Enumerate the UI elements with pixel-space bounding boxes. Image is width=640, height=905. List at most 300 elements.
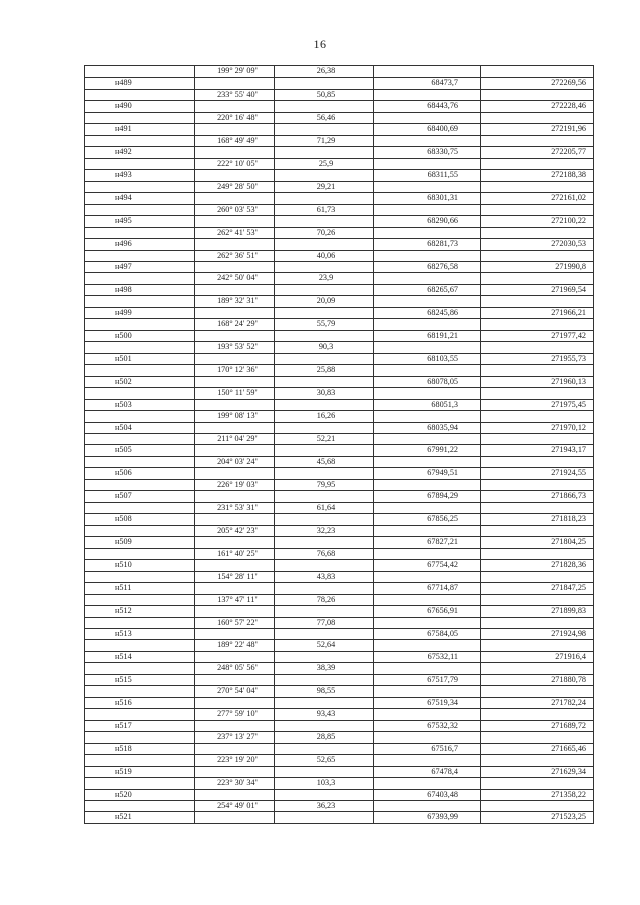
table-row [85, 662, 593, 673]
y-coordinate-cell [480, 388, 593, 398]
segment-length-cell: 52,64 [274, 640, 373, 650]
direction-angle-cell: 161° 40' 25" [194, 549, 274, 559]
point-name-cell [85, 388, 194, 398]
table-row [85, 135, 593, 146]
x-coordinate-cell: 67754,42 [373, 560, 480, 570]
y-coordinate-cell [480, 434, 593, 444]
segment-length-cell [274, 652, 373, 662]
point-name-cell [85, 549, 194, 559]
segment-length-cell: 71,29 [274, 136, 373, 146]
x-coordinate-cell: 68400,69 [373, 124, 480, 134]
point-name-cell: н495 [115, 216, 132, 226]
x-coordinate-cell [373, 273, 480, 283]
segment-length-cell: 20,09 [274, 296, 373, 306]
x-coordinate-cell [373, 457, 480, 467]
point-name-cell: н505 [115, 445, 132, 455]
point-name-cell: н503 [115, 399, 132, 409]
table-row [85, 525, 593, 536]
direction-angle-cell: 226° 19' 03" [194, 480, 274, 490]
y-coordinate-cell [480, 66, 593, 77]
segment-length-cell: 28,85 [274, 732, 373, 742]
point-name-cell: н519 [115, 766, 132, 776]
segment-length-cell: 38,39 [274, 663, 373, 673]
direction-angle-cell [194, 239, 274, 249]
x-coordinate-cell [373, 549, 480, 559]
table-row [85, 628, 593, 639]
x-coordinate-cell: 67532,32 [373, 721, 480, 731]
y-coordinate-cell [480, 663, 593, 673]
direction-angle-cell [194, 423, 274, 433]
point-name-cell [85, 503, 194, 513]
direction-angle-cell: 223° 30' 34" [194, 778, 274, 788]
direction-angle-cell [194, 124, 274, 134]
table-row [85, 387, 593, 398]
direction-angle-cell [194, 606, 274, 616]
direction-angle-cell [194, 767, 274, 777]
x-coordinate-cell [373, 411, 480, 421]
direction-angle-cell [194, 101, 274, 111]
table-row [85, 100, 593, 111]
direction-angle-cell: 193° 53' 52" [194, 342, 274, 352]
y-coordinate-cell: 271828,36 [480, 560, 593, 570]
y-coordinate-cell [480, 90, 593, 100]
table-row [85, 685, 593, 696]
segment-length-cell: 26,38 [274, 66, 373, 77]
segment-length-cell [274, 537, 373, 547]
segment-length-cell: 98,55 [274, 686, 373, 696]
y-coordinate-cell [480, 640, 593, 650]
x-coordinate-cell [373, 618, 480, 628]
y-coordinate-cell [480, 549, 593, 559]
point-name-cell: н520 [115, 789, 132, 799]
y-coordinate-cell: 271970,12 [480, 423, 593, 433]
y-coordinate-cell: 272188,38 [480, 170, 593, 180]
segment-length-cell: 77,08 [274, 618, 373, 628]
direction-angle-cell [194, 629, 274, 639]
table-row [85, 215, 593, 226]
y-coordinate-cell [480, 503, 593, 513]
direction-angle-cell: 189° 22' 48" [194, 640, 274, 650]
page-number: 16 [313, 37, 327, 51]
x-coordinate-cell: 67714,87 [373, 583, 480, 593]
x-coordinate-cell: 67991,22 [373, 445, 480, 455]
segment-length-cell [274, 308, 373, 318]
point-name-cell [85, 572, 194, 582]
point-name-cell: н518 [115, 743, 132, 753]
coordinates-table [84, 65, 594, 824]
point-name-cell: н492 [115, 147, 132, 157]
x-coordinate-cell [373, 228, 480, 238]
point-name-cell [85, 90, 194, 100]
y-coordinate-cell: 271924,98 [480, 629, 593, 639]
direction-angle-cell: 150° 11' 59" [194, 388, 274, 398]
y-coordinate-cell [480, 136, 593, 146]
direction-angle-cell [194, 147, 274, 157]
x-coordinate-cell: 67393,99 [373, 812, 480, 822]
table-row [85, 571, 593, 582]
segment-length-cell [274, 514, 373, 524]
segment-length-cell [274, 675, 373, 685]
table-row [85, 674, 593, 685]
point-name-cell [85, 182, 194, 192]
point-name-cell [85, 251, 194, 261]
direction-angle-cell: 262° 41' 53" [194, 228, 274, 238]
y-coordinate-cell [480, 182, 593, 192]
table-row [85, 536, 593, 547]
direction-angle-cell: 277° 59' 10" [194, 709, 274, 719]
point-name-cell: н517 [115, 720, 132, 730]
y-coordinate-cell [480, 319, 593, 329]
x-coordinate-cell [373, 182, 480, 192]
segment-length-cell [274, 698, 373, 708]
table-row [85, 123, 593, 134]
table-row [85, 227, 593, 238]
table-row [85, 548, 593, 559]
table-row [85, 89, 593, 100]
table-row [85, 811, 593, 822]
direction-angle-cell: 220° 16' 48" [194, 113, 274, 123]
x-coordinate-cell [373, 686, 480, 696]
direction-angle-cell: 199° 29' 09" [194, 66, 274, 77]
segment-length-cell: 36,23 [274, 801, 373, 811]
segment-length-cell [274, 377, 373, 387]
point-name-cell [85, 228, 194, 238]
table-row [85, 697, 593, 708]
segment-length-cell: 56,46 [274, 113, 373, 123]
direction-angle-cell: 262° 36' 51" [194, 251, 274, 261]
point-name-cell: н516 [115, 697, 132, 707]
segment-length-cell: 25,9 [274, 159, 373, 169]
y-coordinate-cell [480, 686, 593, 696]
x-coordinate-cell [373, 113, 480, 123]
table-row [85, 238, 593, 249]
x-coordinate-cell [373, 205, 480, 215]
table-row [85, 467, 593, 478]
point-name-cell: н514 [115, 651, 132, 661]
segment-length-cell [274, 216, 373, 226]
y-coordinate-cell [480, 480, 593, 490]
table-row [85, 800, 593, 811]
point-name-cell: н493 [115, 170, 132, 180]
table-row [85, 295, 593, 306]
segment-length-cell [274, 400, 373, 410]
y-coordinate-cell: 271966,21 [480, 308, 593, 318]
direction-angle-cell [194, 583, 274, 593]
direction-angle-cell [194, 308, 274, 318]
y-coordinate-cell: 271924,55 [480, 468, 593, 478]
table-row [85, 559, 593, 570]
direction-angle-cell: 168° 49' 49" [194, 136, 274, 146]
y-coordinate-cell: 271866,73 [480, 491, 593, 501]
y-coordinate-cell: 271358,22 [480, 790, 593, 800]
segment-length-cell [274, 354, 373, 364]
segment-length-cell: 55,79 [274, 319, 373, 329]
segment-length-cell: 32,23 [274, 526, 373, 536]
segment-length-cell [274, 262, 373, 272]
segment-length-cell: 70,26 [274, 228, 373, 238]
table-row [85, 284, 593, 295]
y-coordinate-cell [480, 732, 593, 742]
direction-angle-cell: 254° 49' 01" [194, 801, 274, 811]
y-coordinate-cell: 271804,25 [480, 537, 593, 547]
x-coordinate-cell: 68311,55 [373, 170, 480, 180]
segment-length-cell: 76,68 [274, 549, 373, 559]
y-coordinate-cell: 271969,54 [480, 285, 593, 295]
y-coordinate-cell: 272191,96 [480, 124, 593, 134]
point-name-cell [85, 113, 194, 123]
y-coordinate-cell: 271943,17 [480, 445, 593, 455]
point-name-cell: н499 [115, 307, 132, 317]
y-coordinate-cell: 271665,46 [480, 744, 593, 754]
segment-length-cell [274, 101, 373, 111]
segment-length-cell: 52,21 [274, 434, 373, 444]
x-coordinate-cell: 67656,91 [373, 606, 480, 616]
y-coordinate-cell [480, 296, 593, 306]
segment-length-cell: 25,88 [274, 365, 373, 375]
point-name-cell: н515 [115, 674, 132, 684]
y-coordinate-cell [480, 457, 593, 467]
segment-length-cell [274, 606, 373, 616]
point-name-cell: н513 [115, 628, 132, 638]
y-coordinate-cell: 271990,8 [480, 262, 593, 272]
segment-length-cell [274, 170, 373, 180]
x-coordinate-cell: 67584,05 [373, 629, 480, 639]
direction-angle-cell [194, 468, 274, 478]
y-coordinate-cell: 271847,25 [480, 583, 593, 593]
table-row [85, 639, 593, 650]
direction-angle-cell: 137° 47' 11" [194, 595, 274, 605]
y-coordinate-cell [480, 778, 593, 788]
x-coordinate-cell [373, 319, 480, 329]
point-name-cell [85, 618, 194, 628]
point-name-cell: н509 [115, 537, 132, 547]
x-coordinate-cell: 67532,11 [373, 652, 480, 662]
x-coordinate-cell: 67894,29 [373, 491, 480, 501]
y-coordinate-cell [480, 273, 593, 283]
table-row [85, 594, 593, 605]
x-coordinate-cell: 68473,7 [373, 78, 480, 88]
x-coordinate-cell: 68265,67 [373, 285, 480, 295]
segment-length-cell [274, 812, 373, 822]
segment-length-cell [274, 790, 373, 800]
segment-length-cell [274, 124, 373, 134]
point-name-cell: н521 [115, 812, 132, 822]
direction-angle-cell [194, 377, 274, 387]
point-name-cell [85, 663, 194, 673]
direction-angle-cell: 231° 53' 31" [194, 503, 274, 513]
direction-angle-cell [194, 652, 274, 662]
x-coordinate-cell: 67856,25 [373, 514, 480, 524]
direction-angle-cell: 154° 28' 11" [194, 572, 274, 582]
segment-length-cell: 90,3 [274, 342, 373, 352]
x-coordinate-cell: 68301,31 [373, 193, 480, 203]
y-coordinate-cell [480, 228, 593, 238]
segment-length-cell [274, 78, 373, 88]
y-coordinate-cell: 271523,25 [480, 812, 593, 822]
x-coordinate-cell [373, 434, 480, 444]
y-coordinate-cell: 271977,42 [480, 331, 593, 341]
x-coordinate-cell [373, 755, 480, 765]
point-name-cell: н510 [115, 560, 132, 570]
y-coordinate-cell [480, 205, 593, 215]
table-row [85, 158, 593, 169]
direction-angle-cell: 204° 03' 24" [194, 457, 274, 467]
x-coordinate-cell [373, 709, 480, 719]
y-coordinate-cell: 271782,24 [480, 698, 593, 708]
table-row [85, 330, 593, 341]
direction-angle-cell [194, 170, 274, 180]
segment-length-cell: 93,43 [274, 709, 373, 719]
y-coordinate-cell: 272100,22 [480, 216, 593, 226]
table-row [85, 444, 593, 455]
segment-length-cell: 43,83 [274, 572, 373, 582]
point-name-cell [85, 136, 194, 146]
x-coordinate-cell: 68078,05 [373, 377, 480, 387]
point-name-cell [85, 66, 194, 77]
point-name-cell [85, 640, 194, 650]
y-coordinate-cell: 271899,83 [480, 606, 593, 616]
x-coordinate-cell: 67517,79 [373, 675, 480, 685]
point-name-cell [85, 778, 194, 788]
segment-length-cell: 78,26 [274, 595, 373, 605]
segment-length-cell [274, 491, 373, 501]
segment-length-cell [274, 629, 373, 639]
point-name-cell [85, 801, 194, 811]
direction-angle-cell [194, 537, 274, 547]
segment-length-cell [274, 721, 373, 731]
point-name-cell [85, 273, 194, 283]
point-name-cell: н491 [115, 124, 132, 134]
table-row [85, 731, 593, 742]
segment-length-cell [274, 445, 373, 455]
table-row [85, 422, 593, 433]
direction-angle-cell: 248° 05' 56" [194, 663, 274, 673]
segment-length-cell [274, 583, 373, 593]
table-row [85, 456, 593, 467]
x-coordinate-cell [373, 159, 480, 169]
x-coordinate-cell [373, 365, 480, 375]
point-name-cell [85, 686, 194, 696]
y-coordinate-cell [480, 365, 593, 375]
segment-length-cell: 61,73 [274, 205, 373, 215]
point-name-cell [85, 342, 194, 352]
direction-angle-cell [194, 216, 274, 226]
point-name-cell: н512 [115, 606, 132, 616]
x-coordinate-cell: 68443,76 [373, 101, 480, 111]
x-coordinate-cell [373, 251, 480, 261]
segment-length-cell [274, 147, 373, 157]
y-coordinate-cell: 271880,78 [480, 675, 593, 685]
direction-angle-cell [194, 812, 274, 822]
x-coordinate-cell [373, 136, 480, 146]
segment-length-cell: 50,85 [274, 90, 373, 100]
table-row [85, 754, 593, 765]
point-name-cell [85, 205, 194, 215]
table-row [85, 364, 593, 375]
x-coordinate-cell [373, 503, 480, 513]
y-coordinate-cell [480, 251, 593, 261]
direction-angle-cell: 160° 57' 22" [194, 618, 274, 628]
direction-angle-cell: 170° 12' 36" [194, 365, 274, 375]
y-coordinate-cell: 272228,46 [480, 101, 593, 111]
point-name-cell: н508 [115, 514, 132, 524]
table-row [85, 399, 593, 410]
x-coordinate-cell [373, 663, 480, 673]
segment-length-cell [274, 331, 373, 341]
point-name-cell [85, 457, 194, 467]
x-coordinate-cell: 68191,21 [373, 331, 480, 341]
direction-angle-cell [194, 514, 274, 524]
table-row [85, 250, 593, 261]
point-name-cell: н489 [115, 78, 132, 88]
direction-angle-cell [194, 354, 274, 364]
table-row [85, 410, 593, 421]
table-row [85, 181, 593, 192]
table-row [85, 777, 593, 788]
y-coordinate-cell [480, 595, 593, 605]
x-coordinate-cell [373, 342, 480, 352]
x-coordinate-cell [373, 732, 480, 742]
segment-length-cell: 79,95 [274, 480, 373, 490]
x-coordinate-cell: 67478,4 [373, 767, 480, 777]
x-coordinate-cell [373, 595, 480, 605]
point-name-cell [85, 159, 194, 169]
direction-angle-cell: 260° 03' 53" [194, 205, 274, 215]
point-name-cell: н506 [115, 468, 132, 478]
y-coordinate-cell: 271818,23 [480, 514, 593, 524]
point-name-cell [85, 595, 194, 605]
segment-length-cell: 16,26 [274, 411, 373, 421]
point-name-cell [85, 732, 194, 742]
y-coordinate-cell: 271955,73 [480, 354, 593, 364]
x-coordinate-cell [373, 572, 480, 582]
x-coordinate-cell [373, 90, 480, 100]
segment-length-cell: 40,06 [274, 251, 373, 261]
point-name-cell: н498 [115, 284, 132, 294]
segment-length-cell [274, 767, 373, 777]
table-row [85, 77, 593, 88]
direction-angle-cell: 242° 50' 04" [194, 273, 274, 283]
point-name-cell [85, 755, 194, 765]
point-name-cell: н511 [115, 583, 132, 593]
point-name-cell: н497 [115, 261, 132, 271]
direction-angle-cell: 199° 08' 13" [194, 411, 274, 421]
direction-angle-cell: 205° 42' 23" [194, 526, 274, 536]
segment-length-cell [274, 193, 373, 203]
segment-length-cell: 61,64 [274, 503, 373, 513]
direction-angle-cell [194, 331, 274, 341]
x-coordinate-cell [373, 801, 480, 811]
segment-length-cell [274, 239, 373, 249]
table-row [85, 582, 593, 593]
direction-angle-cell: 168° 24' 29" [194, 319, 274, 329]
point-name-cell [85, 480, 194, 490]
y-coordinate-cell [480, 755, 593, 765]
y-coordinate-cell: 272030,53 [480, 239, 593, 249]
x-coordinate-cell: 68276,58 [373, 262, 480, 272]
direction-angle-cell [194, 744, 274, 754]
x-coordinate-cell: 67827,21 [373, 537, 480, 547]
direction-angle-cell: 270° 54' 04" [194, 686, 274, 696]
y-coordinate-cell [480, 526, 593, 536]
table-row [85, 708, 593, 719]
y-coordinate-cell: 272269,56 [480, 78, 593, 88]
table-row [85, 204, 593, 215]
table-row [85, 318, 593, 329]
y-coordinate-cell: 271689,72 [480, 721, 593, 731]
direction-angle-cell [194, 491, 274, 501]
direction-angle-cell: 222° 10' 05" [194, 159, 274, 169]
